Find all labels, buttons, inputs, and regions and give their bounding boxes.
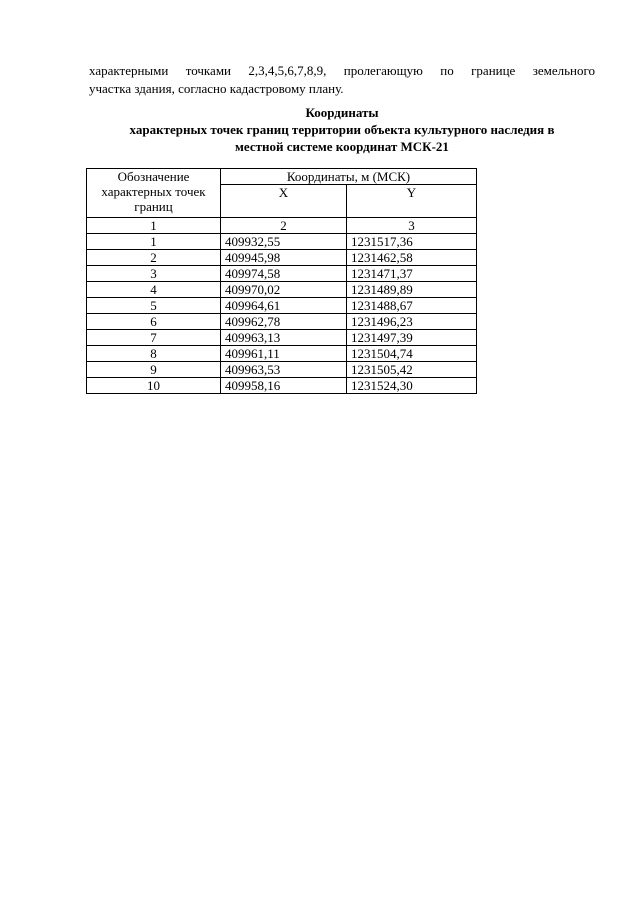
cell-point: 2 — [87, 250, 221, 266]
cell-point: 8 — [87, 346, 221, 362]
intro-line-1: характерными точками 2,3,4,5,6,7,8,9, пролегающую по границе земельного — [89, 63, 595, 78]
table-row — [87, 314, 477, 330]
table-row — [87, 282, 477, 298]
cell-x: 409961,11 — [221, 346, 347, 362]
cell-y: 1231504,74 — [347, 346, 477, 362]
cell-x: 409963,53 — [221, 362, 347, 378]
cell-x: 409970,02 — [221, 282, 347, 298]
cell-point: 5 — [87, 298, 221, 314]
table-row — [87, 378, 477, 394]
cell-y: 1231489,89 — [347, 282, 477, 298]
table-row — [87, 298, 477, 314]
table-row — [87, 266, 477, 282]
cell-point: 4 — [87, 282, 221, 298]
cell-x: 409958,16 — [221, 378, 347, 394]
cell-x: 409962,78 — [221, 314, 347, 330]
intro-paragraph — [89, 62, 595, 98]
cell-y: 1231496,23 — [347, 314, 477, 330]
cell-point: 1 — [87, 234, 221, 250]
title-line-3: местной системе координат МСК-21 — [235, 139, 449, 154]
cell-x: 409964,61 — [221, 298, 347, 314]
cell-y: 1231462,58 — [347, 250, 477, 266]
cell-point: 7 — [87, 330, 221, 346]
cell-x: 409963,13 — [221, 330, 347, 346]
table-row — [87, 330, 477, 346]
table-row — [87, 250, 477, 266]
column-number-1: 1 — [87, 218, 221, 234]
header-coordinates: Координаты, м (МСК) — [221, 169, 477, 185]
column-number-row — [87, 218, 477, 234]
cell-y: 1231488,67 — [347, 298, 477, 314]
cell-point: 9 — [87, 362, 221, 378]
header-y: Y — [347, 185, 477, 218]
column-number-2: 2 — [221, 218, 347, 234]
cell-x: 409945,98 — [221, 250, 347, 266]
cell-point: 3 — [87, 266, 221, 282]
title-line-1: Координаты — [305, 105, 379, 120]
header-x: X — [221, 185, 347, 218]
cell-y: 1231517,36 — [347, 234, 477, 250]
cell-y: 1231471,37 — [347, 266, 477, 282]
cell-y: 1231524,30 — [347, 378, 477, 394]
table-title — [89, 104, 595, 155]
intro-line-2: участка здания, согласно кадастровому плану. — [89, 81, 344, 96]
table-row — [87, 346, 477, 362]
cell-y: 1231505,42 — [347, 362, 477, 378]
title-line-2: характерных точек границ территории объекта культурного наследия в — [129, 122, 555, 137]
cell-point: 10 — [87, 378, 221, 394]
column-number-3: 3 — [347, 218, 477, 234]
table-row — [87, 234, 477, 250]
cell-point: 6 — [87, 314, 221, 330]
coordinates-table — [86, 168, 477, 394]
cell-x: 409932,55 — [221, 234, 347, 250]
header-point-designation: Обозначение характерных точек границ — [87, 169, 221, 218]
table-row — [87, 362, 477, 378]
table-header-row — [87, 169, 477, 185]
cell-y: 1231497,39 — [347, 330, 477, 346]
cell-x: 409974,58 — [221, 266, 347, 282]
